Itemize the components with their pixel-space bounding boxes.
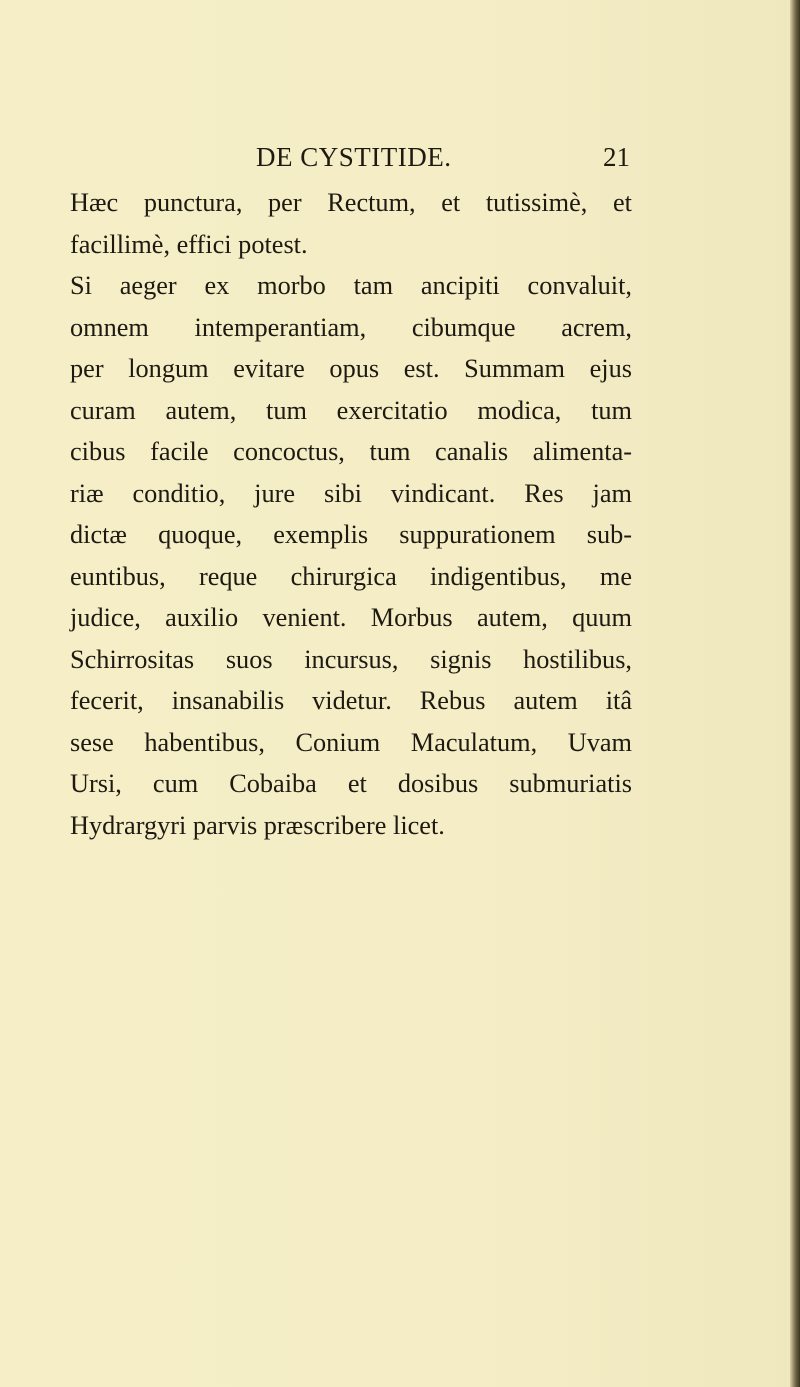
page-number: 21 [603,142,630,172]
text-line: Ursi, cum Cobaiba et dosibus submuriatis [70,769,632,798]
text-line: facillimè, effici potest. [70,229,308,259]
body-text [70,182,632,846]
text-line: Schirrositas suos incursus, signis hostilibus, [70,644,632,674]
text-line: per longum evitare opus est. Summam ejus [70,354,632,383]
running-title: DE CYSTITIDE. [256,142,452,172]
text-line: sese habentibus, Conium Maculatum, Uvam [70,727,632,757]
text-line: fecerit, insanabilis videtur. Rebus autem itâ [70,686,632,715]
page-header [70,142,630,174]
text-line: euntibus, reque chirurgica indigentibus, me [70,561,632,591]
page-edge-shadow [790,0,800,1387]
text-line: Si aeger ex morbo tam ancipiti convaluit, [70,271,632,300]
text-line: riæ conditio, jure sibi vindicant. Res jam [70,478,632,508]
text-line: curam autem, tum exercitatio modica, tum [70,395,632,425]
text-line: Hydrargyri parvis præscribere licet. [70,810,445,840]
text-line: omnem intemperantiam, cibumque acrem, [70,312,632,342]
text-line: Hæc punctura, per Rectum, et tutissimè, et [70,188,632,217]
text-line: judice, auxilio venient. Morbus autem, quum [70,603,632,632]
text-line: dictæ quoque, exemplis suppurationem sub- [70,520,632,549]
text-line: cibus facile concoctus, tum canalis alimenta- [70,437,632,466]
